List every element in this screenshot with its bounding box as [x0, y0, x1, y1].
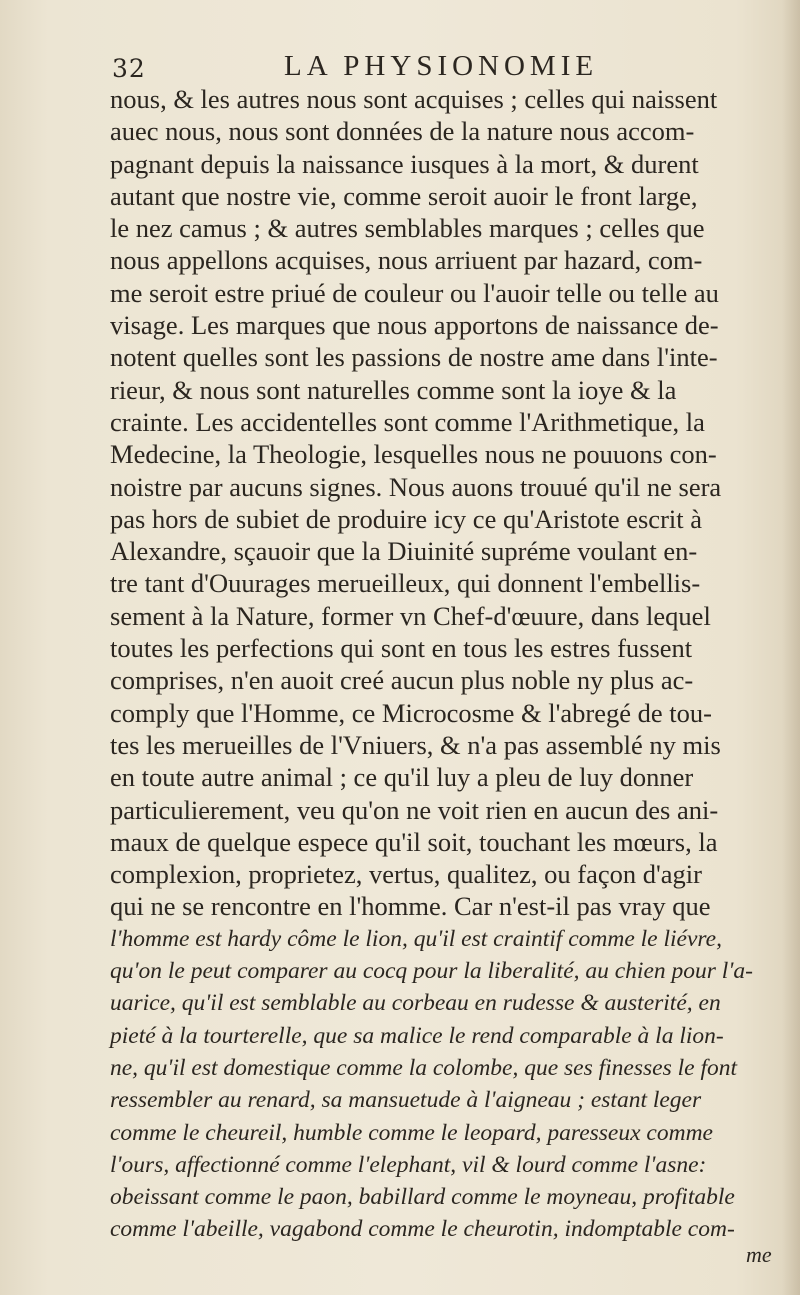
text-line: qui ne se rencontre en l'homme. Car n'est-il pas vray que	[110, 891, 711, 922]
italic-text-line: ressembler au renard, sa mansuetude à l'aigneau ; estant leger	[110, 1087, 702, 1114]
italic-text-line: ne, qu'il est domestique comme la colombe, que ses finesses le font	[110, 1054, 737, 1081]
running-head: LA PHYSIONOMIE	[284, 50, 599, 82]
text-line: nous, & les autres nous sont acquises ; celles qui naissent	[110, 84, 718, 114]
catchword: me	[746, 1242, 772, 1267]
italic-text-line: comme le cheureil, humble comme le leopard, paresseux comme	[110, 1119, 713, 1146]
text-line: auec nous, nous sont données de la nature nous accom-	[110, 116, 695, 147]
text-line: complexion, proprietez, vertus, qualitez, ou façon d'agir	[110, 859, 702, 890]
text-line: Alexandre, sçauoir que la Diuinité supréme voulant en-	[110, 536, 698, 567]
text-line: tes les merueilles de l'Vniuers, & n'a pas assemblé ny mis	[110, 729, 721, 760]
italic-text-line: uarice, qu'il est semblable au corbeau en rudesse & austerité, en	[110, 990, 721, 1017]
text-line: maux de quelque espece qu'il soit, touchant les mœurs, la	[110, 826, 718, 857]
text-line: comprises, n'en auoit creé aucun plus noble ny plus ac-	[110, 665, 694, 696]
text-line: me seroit estre priué de couleur ou l'auoir telle ou telle au	[110, 277, 719, 308]
text-line: notent quelles sont les passions de nostre ame dans l'inte-	[110, 342, 718, 373]
text-line: pagnant depuis la naissance iusques à la mort, & durent	[110, 148, 699, 179]
text-line: noistre par aucuns signes. Nous auons trouué qu'il ne sera	[110, 471, 722, 502]
text-line: visage. Les marques que nous apportons de naissance de-	[110, 310, 719, 341]
text-line: particulierement, veu qu'on ne voit rien en aucun des ani-	[110, 794, 719, 825]
body-text	[110, 83, 790, 1246]
page-number: 32	[112, 54, 146, 83]
text-line: Medecine, la Theologie, lesquelles nous ne pouuons con-	[110, 439, 717, 470]
text-line: en toute autre animal ; ce qu'il luy a pleu de luy donner	[110, 762, 694, 793]
text-line: crainte. Les accidentelles sont comme l'Arithmetique, la	[110, 406, 705, 437]
italic-text-line: comme l'abeille, vagabond comme le cheurotin, indomptable com-	[110, 1216, 735, 1243]
text-line: sement à la Nature, former vn Chef-d'œuure, dans lequel	[110, 600, 711, 631]
text-line: autant que nostre vie, comme seroit auoir le front large,	[110, 180, 698, 211]
italic-text-line: qu'on le peut comparer au cocq pour la liberalité, au chien pour l'a-	[110, 958, 753, 985]
text-line: rieur, & nous sont naturelles comme sont la ioye & la	[110, 374, 677, 405]
italic-text-line: l'homme est hardy côme le lion, qu'il est craintif comme le liévre,	[110, 925, 722, 952]
text-line: comply que l'Homme, ce Microcosme & l'abregé de tou-	[110, 697, 712, 728]
text-line: toutes les perfections qui sont en tous les estres fussent	[110, 633, 693, 664]
italic-text-line: l'ours, affectionné comme l'elephant, vil & lourd comme l'asne:	[110, 1151, 707, 1178]
text-line: le nez camus ; & autres semblables marques ; celles que	[110, 213, 705, 244]
italic-text-line: pieté à la tourterelle, que sa malice le rend comparable à la lion-	[110, 1022, 724, 1049]
text-line: pas hors de subiet de produire icy ce qu'Aristote escrit à	[110, 503, 703, 534]
text-line: tre tant d'Ouurages merueilleux, qui donnent l'embellis-	[110, 568, 701, 599]
italic-text-line: obeissant comme le paon, babillard comme le moyneau, profitable	[110, 1184, 735, 1211]
text-line: nous appellons acquises, nous arriuent par hazard, com-	[110, 245, 703, 276]
